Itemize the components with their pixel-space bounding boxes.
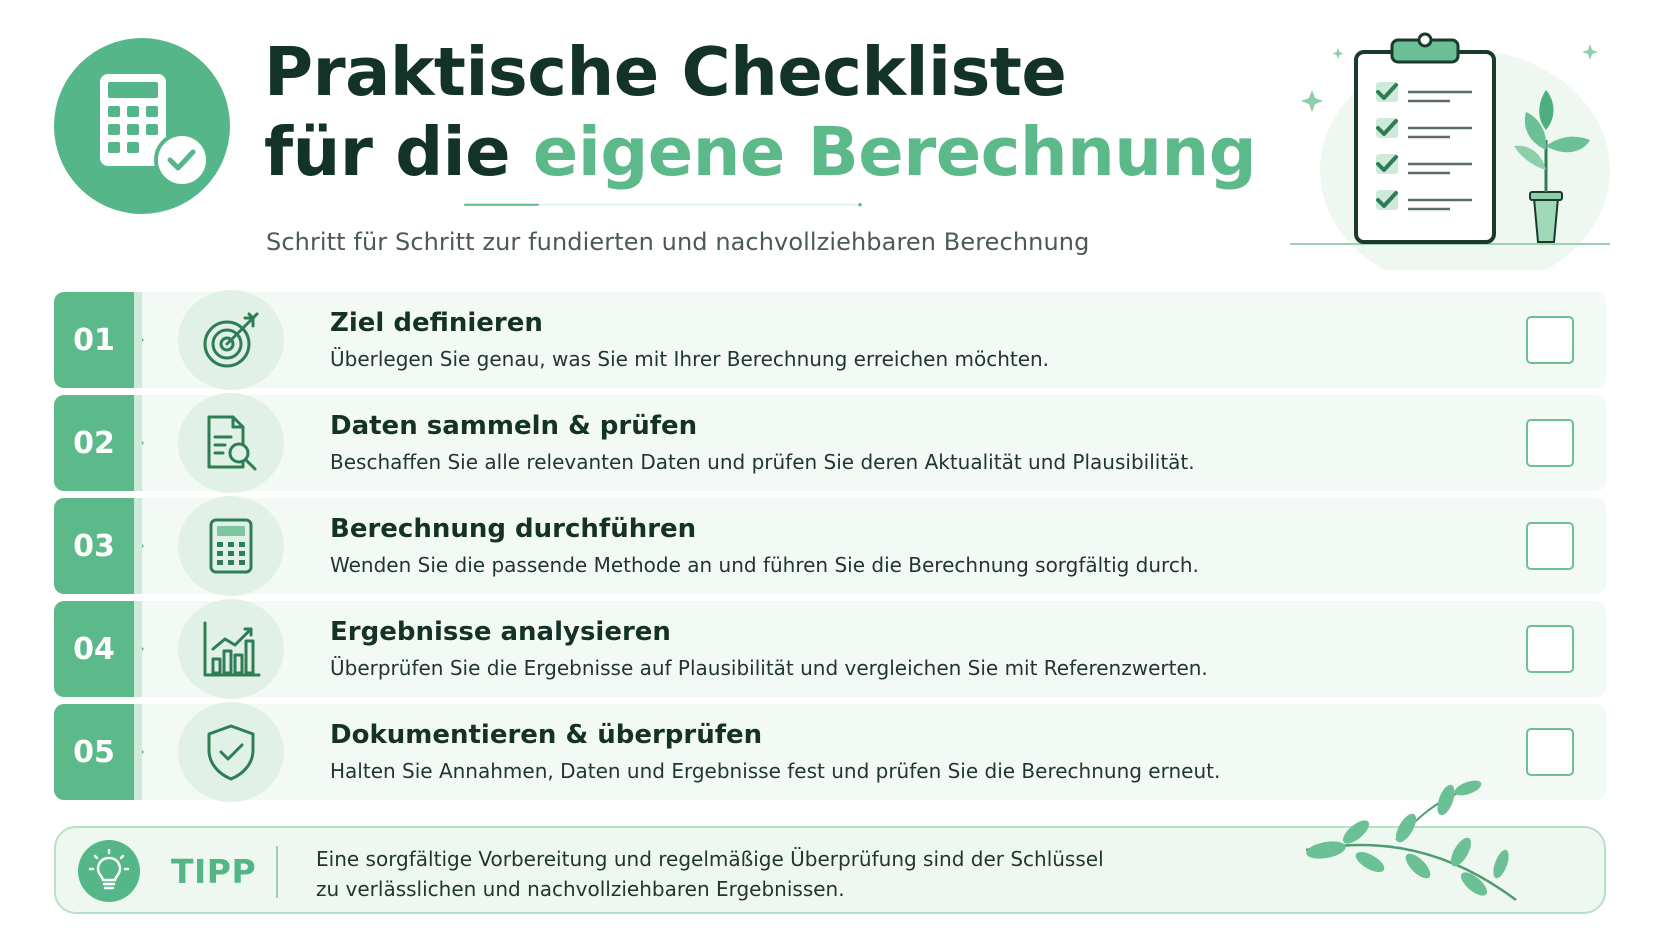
step-row-1	[54, 292, 1606, 388]
step-row-4	[54, 601, 1606, 697]
step-stripe	[134, 601, 142, 697]
step-description: Beschaffen Sie alle relevanten Daten und prüfen Sie deren Aktualität und Plausibilität.	[330, 450, 1195, 474]
checklist-steps	[54, 292, 1606, 807]
step-checkbox[interactable]	[1526, 625, 1574, 673]
title-accent: eigene Berechnung	[532, 113, 1257, 191]
step-checkbox[interactable]	[1526, 419, 1574, 467]
step-checkbox[interactable]	[1526, 316, 1574, 364]
document-search-icon	[178, 393, 284, 493]
tip-text-line-1: Eine sorgfältige Vorbereitung und regelmäßige Überprüfung sind der Schlüssel	[316, 847, 1104, 871]
step-description: Halten Sie Annahmen, Daten und Ergebnisse fest und prüfen Sie die Berechnung erneut.	[330, 759, 1221, 783]
tip-text	[316, 844, 1216, 904]
title-line-1: Praktische Checkliste	[264, 33, 1067, 111]
title-line-2	[264, 112, 1256, 192]
step-description: Überlegen Sie genau, was Sie mit Ihrer Berechnung erreichen möchten.	[330, 347, 1050, 371]
step-row-3	[54, 498, 1606, 594]
step-description: Wenden Sie die passende Methode an und führen Sie die Berechnung sorgfältig durch.	[330, 553, 1199, 577]
leaf-branch-icon	[1296, 780, 1556, 910]
step-number: 05	[54, 704, 134, 800]
lightbulb-icon	[78, 840, 140, 902]
step-title: Daten sammeln & prüfen	[330, 411, 698, 441]
step-stripe	[134, 498, 142, 594]
step-row-2	[54, 395, 1606, 491]
calculator-icon	[178, 496, 284, 596]
calculator-check-icon	[54, 38, 230, 214]
step-number: 02	[54, 395, 134, 491]
step-stripe	[134, 292, 142, 388]
step-checkbox[interactable]	[1526, 728, 1574, 776]
title-underline	[266, 203, 1062, 207]
page-subtitle: Schritt für Schritt zur fundierten und nachvollziehbaren Berechnung	[266, 228, 1090, 256]
shield-check-icon	[178, 702, 284, 802]
step-number: 01	[54, 292, 134, 388]
clipboard-plant-illustration	[1290, 30, 1620, 270]
step-title: Ziel definieren	[330, 308, 543, 338]
step-stripe	[134, 704, 142, 800]
step-title: Berechnung durchführen	[330, 514, 697, 544]
step-number: 04	[54, 601, 134, 697]
step-checkbox[interactable]	[1526, 522, 1574, 570]
tip-label: TIPP	[171, 852, 257, 891]
target-icon	[178, 290, 284, 390]
title-plain: für die	[264, 113, 511, 191]
tip-divider	[276, 846, 278, 898]
tip-box	[54, 826, 1606, 914]
step-title: Dokumentieren & überprüfen	[330, 720, 763, 750]
tip-text-line-2: zu verlässlichen und nachvollziehbaren Ergebnissen.	[316, 877, 845, 901]
step-title: Ergebnisse analysieren	[330, 617, 671, 647]
step-description: Überprüfen Sie die Ergebnisse auf Plausibilität und vergleichen Sie mit Referenzwerten.	[330, 656, 1208, 680]
step-number: 03	[54, 498, 134, 594]
bar-chart-icon	[178, 599, 284, 699]
step-stripe	[134, 395, 142, 491]
page-title	[264, 32, 1256, 192]
